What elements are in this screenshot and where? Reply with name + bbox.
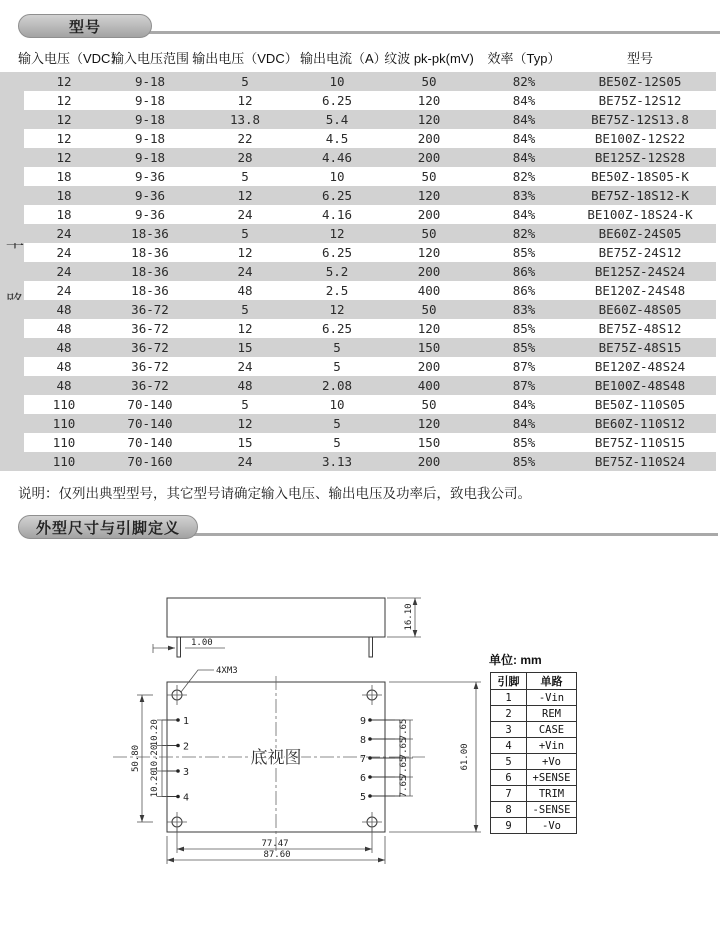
table-cell: 70-140 xyxy=(127,435,173,450)
table-cell: 10 xyxy=(329,169,345,184)
table-cell: 4.16 xyxy=(321,207,353,222)
table-row xyxy=(0,395,716,414)
section-title-text: 型号 xyxy=(68,18,101,36)
table-cell: 12 xyxy=(329,302,345,317)
table-cell: 9-18 xyxy=(134,93,166,108)
table-cell: 24 xyxy=(56,226,72,241)
pin-number: 4 xyxy=(183,792,190,804)
table-cell: 18 xyxy=(56,188,72,203)
pin-number-cell: 2 xyxy=(491,706,527,722)
table-cell: 24 xyxy=(56,264,72,279)
table-cell: 36-72 xyxy=(131,321,169,336)
table-cell: 6.25 xyxy=(321,321,353,336)
table-cell: 120 xyxy=(417,416,441,431)
section-title-models xyxy=(18,14,152,38)
pin-function-cell: -Vin xyxy=(527,690,577,706)
dim-pin-width-label: 1.00 xyxy=(191,638,213,648)
pin-number-cell: 7 xyxy=(491,786,527,802)
table-cell: 2.5 xyxy=(325,283,349,298)
table-cell: BE75Z-18S12-K xyxy=(591,188,689,203)
table-cell: 110 xyxy=(52,416,76,431)
table-cell: 4.46 xyxy=(321,150,353,165)
table-row xyxy=(0,433,716,452)
pin-number: 7 xyxy=(359,754,366,765)
pin-function-cell: CASE xyxy=(527,722,577,738)
table-cell: 200 xyxy=(417,454,441,469)
pin-table-row xyxy=(491,754,577,770)
table-row xyxy=(0,376,716,395)
table-cell: 18-36 xyxy=(131,264,169,279)
pin-table-row xyxy=(491,690,577,706)
pin-table-body xyxy=(491,690,577,834)
table-cell: 84% xyxy=(512,93,536,108)
table-row xyxy=(0,414,716,433)
pin-number-cell: 1 xyxy=(491,690,527,706)
table-cell: BE120Z-48S24 xyxy=(594,359,686,374)
pin-function-cell: -Vo xyxy=(527,818,577,834)
table-cell: 84% xyxy=(512,150,536,165)
table-cell: 82% xyxy=(512,169,536,184)
table-cell: 5 xyxy=(333,416,341,431)
table-cell: 48 xyxy=(56,359,72,374)
table-cell: 5 xyxy=(333,340,341,355)
table-cell: BE100Z-12S22 xyxy=(594,131,686,146)
pin-table-row xyxy=(491,786,577,802)
outline-drawing xyxy=(95,560,495,880)
table-cell: 24 xyxy=(237,207,253,222)
column-header: 型号 xyxy=(626,51,653,66)
pin-number: 1 xyxy=(183,716,190,727)
pin-number: 8 xyxy=(359,735,366,746)
pin-function-cell: +Vo xyxy=(527,754,577,770)
mounting-hole xyxy=(362,812,382,832)
table-cell: 200 xyxy=(417,131,441,146)
table-cell: 24 xyxy=(56,245,72,260)
table-cell: 9-18 xyxy=(134,150,166,165)
pin-function-cell: REM xyxy=(527,706,577,722)
table-cell: 85% xyxy=(512,321,536,336)
table-cell: BE50Z-110S05 xyxy=(594,397,686,412)
table-cell: BE100Z-48S48 xyxy=(594,378,686,393)
dim-body-height xyxy=(389,682,481,832)
column-header: 效率（Typ） xyxy=(487,51,561,66)
table-cell: 10 xyxy=(329,74,345,89)
table-cell: BE120Z-24S48 xyxy=(594,283,686,298)
table-cell: 5 xyxy=(241,169,249,184)
table-cell: 4.5 xyxy=(325,131,349,146)
table-cell: 110 xyxy=(52,435,76,450)
table-cell: 9-36 xyxy=(134,207,166,222)
table-cell: 24 xyxy=(237,359,253,374)
table-row xyxy=(0,300,716,319)
right-pins xyxy=(360,716,400,803)
table-cell: 15 xyxy=(237,435,253,450)
table-cell: 200 xyxy=(417,359,441,374)
column-header: 纹波 pk-pk(mV) xyxy=(384,51,474,66)
dim-body-width xyxy=(167,836,385,864)
table-row xyxy=(0,243,716,262)
table-cell: 12 xyxy=(237,321,253,336)
table-cell: 85% xyxy=(512,245,536,260)
table-cell: 150 xyxy=(417,340,441,355)
table-row xyxy=(0,452,716,471)
table-cell: 24 xyxy=(237,264,253,279)
table-cell: BE75Z-24S12 xyxy=(598,245,682,260)
table-cell: 5.4 xyxy=(325,112,349,127)
table-cell: 83% xyxy=(512,188,536,203)
table-cell: 6.25 xyxy=(321,245,353,260)
pin-number-cell: 5 xyxy=(491,754,527,770)
pin-number: 5 xyxy=(359,792,366,803)
spec-table-header xyxy=(0,45,716,72)
units-label: 单位: mm xyxy=(489,653,542,667)
mounting-hole xyxy=(167,685,187,705)
table-cell: 22 xyxy=(237,131,253,146)
table-cell: BE50Z-18S05-K xyxy=(591,169,689,184)
table-cell: 5 xyxy=(333,359,341,374)
table-cell: BE60Z-110S12 xyxy=(594,416,686,431)
view-label: 底视图 xyxy=(250,748,302,767)
table-cell: 9-36 xyxy=(134,169,166,184)
table-cell: 48 xyxy=(237,283,253,298)
table-cell: 5 xyxy=(241,226,249,241)
table-row xyxy=(0,72,716,91)
table-cell: 13.8 xyxy=(229,112,261,127)
bottom-view xyxy=(113,676,481,864)
pin-table-row xyxy=(491,802,577,818)
dim-pitch-right-label: 7.65 xyxy=(399,775,409,798)
module-pin xyxy=(369,637,373,657)
table-cell: BE75Z-12S13.8 xyxy=(591,112,689,127)
table-row xyxy=(0,148,716,167)
dim-pitch-left-label: 10.20 xyxy=(150,719,160,747)
table-cell: 6.25 xyxy=(321,188,353,203)
pin-table-row xyxy=(491,818,577,834)
dim-pitch-left-label: 10.20 xyxy=(150,744,160,772)
table-cell: BE75Z-12S12 xyxy=(598,93,682,108)
table-cell: 48 xyxy=(56,378,72,393)
pin-number-cell: 9 xyxy=(491,818,527,834)
table-cell: 85% xyxy=(512,435,536,450)
table-cell: 120 xyxy=(417,112,441,127)
table-cell: 5 xyxy=(333,435,341,450)
dim-hole-span-horizontal xyxy=(177,828,372,853)
thread-callout-label: 4XM3 xyxy=(216,666,238,676)
dim-pitch-right-label: 7.65 xyxy=(399,756,409,779)
table-cell: 12 xyxy=(56,112,72,127)
pin-table-header-pin: 引脚 xyxy=(491,673,527,690)
dim-pitch-right-label: 7.65 xyxy=(399,718,409,741)
pin-table-row xyxy=(491,722,577,738)
table-cell: 84% xyxy=(512,397,536,412)
table-cell: 18 xyxy=(56,169,72,184)
pin-number-cell: 4 xyxy=(491,738,527,754)
table-cell: 84% xyxy=(512,416,536,431)
table-cell: 5 xyxy=(241,397,249,412)
table-cell: 120 xyxy=(417,321,441,336)
table-cell: 12 xyxy=(237,245,253,260)
pin-table-row xyxy=(491,706,577,722)
table-cell: 9-18 xyxy=(134,131,166,146)
table-row xyxy=(0,319,716,338)
table-cell: 82% xyxy=(512,226,536,241)
table-cell: 5 xyxy=(241,302,249,317)
table-cell: 86% xyxy=(512,283,536,298)
table-cell: 50 xyxy=(421,302,437,317)
table-cell: 2.08 xyxy=(321,378,353,393)
table-cell: 84% xyxy=(512,131,536,146)
dim-pitch-left xyxy=(150,719,167,797)
pin-function-cell: TRIM xyxy=(527,786,577,802)
table-row xyxy=(0,110,716,129)
pin-table-row xyxy=(491,770,577,786)
pin-table-row xyxy=(491,738,577,754)
table-cell: 86% xyxy=(512,264,536,279)
table-cell: 48 xyxy=(56,340,72,355)
table-row xyxy=(0,338,716,357)
table-cell: 87% xyxy=(512,378,536,393)
table-cell: 36-72 xyxy=(131,302,169,317)
table-cell: 24 xyxy=(237,454,253,469)
pin-function-cell: +Vin xyxy=(527,738,577,754)
table-cell: 9-36 xyxy=(134,188,166,203)
side-view xyxy=(153,598,421,692)
table-cell: 70-140 xyxy=(127,416,173,431)
table-cell: 28 xyxy=(237,150,253,165)
table-cell: 10 xyxy=(329,397,345,412)
pin-function-cell: +SENSE xyxy=(527,770,577,786)
table-cell: 36-72 xyxy=(131,378,169,393)
dim-pitch-right-label: 7.65 xyxy=(399,737,409,760)
table-row xyxy=(0,262,716,281)
table-cell: 400 xyxy=(417,283,441,298)
table-row xyxy=(0,186,716,205)
pin-number: 2 xyxy=(183,741,190,753)
table-cell: 9-18 xyxy=(134,74,166,89)
left-pins xyxy=(162,716,189,804)
table-cell: 18-36 xyxy=(131,245,169,260)
dim-body-height-label: 61.00 xyxy=(460,743,470,771)
pin-function-cell: -SENSE xyxy=(527,802,577,818)
table-cell: BE125Z-24S24 xyxy=(594,264,686,279)
table-cell: 70-140 xyxy=(127,397,173,412)
module-pin xyxy=(177,637,181,657)
table-cell: 85% xyxy=(512,454,536,469)
table-cell: 50 xyxy=(421,74,437,89)
pin-number-cell: 3 xyxy=(491,722,527,738)
column-header: 输入电压范围 xyxy=(110,51,189,66)
dim-pitch-left-label: 10.20 xyxy=(150,770,160,798)
table-row xyxy=(0,357,716,376)
table-cell: 120 xyxy=(417,93,441,108)
table-cell: 6.25 xyxy=(321,93,353,108)
table-row xyxy=(0,224,716,243)
table-cell: 12 xyxy=(329,226,345,241)
table-cell: 82% xyxy=(512,74,536,89)
column-header: 输入电压（VDC） xyxy=(18,51,124,66)
table-cell: 83% xyxy=(512,302,536,317)
table-cell: 24 xyxy=(56,283,72,298)
table-cell: 12 xyxy=(56,131,72,146)
mounting-hole xyxy=(362,685,382,705)
table-cell: 12 xyxy=(56,93,72,108)
table-cell: 84% xyxy=(512,112,536,127)
pin-number: 6 xyxy=(359,773,366,784)
pin-number: 9 xyxy=(359,716,366,727)
table-cell: BE60Z-24S05 xyxy=(598,226,682,241)
table-cell: 36-72 xyxy=(131,340,169,355)
table-cell: 18-36 xyxy=(131,283,169,298)
table-cell: 3.13 xyxy=(321,454,353,469)
table-cell: BE75Z-48S15 xyxy=(598,340,682,355)
table-row xyxy=(0,167,716,186)
pin-number-cell: 6 xyxy=(491,770,527,786)
table-row xyxy=(0,205,716,224)
table-cell: 150 xyxy=(417,435,441,450)
dim-pitch-right xyxy=(395,719,413,798)
table-cell: BE100Z-18S24-K xyxy=(587,207,693,222)
table-cell: 200 xyxy=(417,207,441,222)
pin-number-cell: 8 xyxy=(491,802,527,818)
mounting-hole xyxy=(167,812,187,832)
table-cell: 200 xyxy=(417,264,441,279)
table-cell: BE50Z-12S05 xyxy=(598,74,682,89)
table-cell: 9-18 xyxy=(134,112,166,127)
table-cell: 87% xyxy=(512,359,536,374)
table-cell: 36-72 xyxy=(131,359,169,374)
table-cell: 5.2 xyxy=(325,264,349,279)
table-cell: 48 xyxy=(237,378,253,393)
table-cell: BE75Z-110S15 xyxy=(594,435,686,450)
table-cell: BE75Z-48S12 xyxy=(598,321,682,336)
table-cell: 12 xyxy=(56,74,72,89)
table-row xyxy=(0,129,716,148)
table-row xyxy=(0,281,716,300)
table-cell: 18 xyxy=(56,207,72,222)
dim-hole-span-vertical xyxy=(131,695,153,822)
section-title-dimensions xyxy=(18,515,198,539)
table-cell: 15 xyxy=(237,340,253,355)
table-cell: 12 xyxy=(56,150,72,165)
table-cell: BE60Z-48S05 xyxy=(598,302,682,317)
table-cell: 48 xyxy=(56,321,72,336)
table-cell: 5 xyxy=(241,74,249,89)
dim-body-width-label: 87.60 xyxy=(263,850,291,860)
column-header: 输出电流（A） xyxy=(300,51,387,66)
table-cell: 48 xyxy=(56,302,72,317)
table-cell: 50 xyxy=(421,169,437,184)
dim-hole-span-v-label: 50.80 xyxy=(131,744,141,773)
table-cell: 70-160 xyxy=(127,454,173,469)
pin-table-header-function: 单路 xyxy=(527,673,577,690)
table-cell: 110 xyxy=(52,397,76,412)
section-title-text: 外型尺寸与引脚定义 xyxy=(35,519,180,537)
pin-definition-table xyxy=(490,672,577,834)
table-cell: 50 xyxy=(421,226,437,241)
table-cell: 50 xyxy=(421,397,437,412)
column-header: 输出电压（VDC） xyxy=(192,51,298,66)
dim-module-height-label: 16.10 xyxy=(404,603,414,631)
table-cell: BE125Z-12S28 xyxy=(594,150,686,165)
note-text: 说明：仅列出典型型号，其它型号请确定输入电压、输出电压及功率后，致电我公司。 xyxy=(18,486,531,501)
table-cell: 84% xyxy=(512,207,536,222)
table-cell: 200 xyxy=(417,150,441,165)
table-cell: BE75Z-110S24 xyxy=(594,454,686,469)
table-cell: 18-36 xyxy=(131,226,169,241)
table-cell: 400 xyxy=(417,378,441,393)
table-cell: 12 xyxy=(237,93,253,108)
table-cell: 12 xyxy=(237,188,253,203)
spec-table-body xyxy=(0,72,716,471)
pin-number: 3 xyxy=(183,767,190,778)
table-cell: 120 xyxy=(417,188,441,203)
table-cell: 85% xyxy=(512,340,536,355)
table-cell: 120 xyxy=(417,245,441,260)
table-cell: 110 xyxy=(52,454,76,469)
table-row xyxy=(0,91,716,110)
dim-hole-span-h-label: 77.47 xyxy=(261,839,289,849)
table-cell: 12 xyxy=(237,416,253,431)
